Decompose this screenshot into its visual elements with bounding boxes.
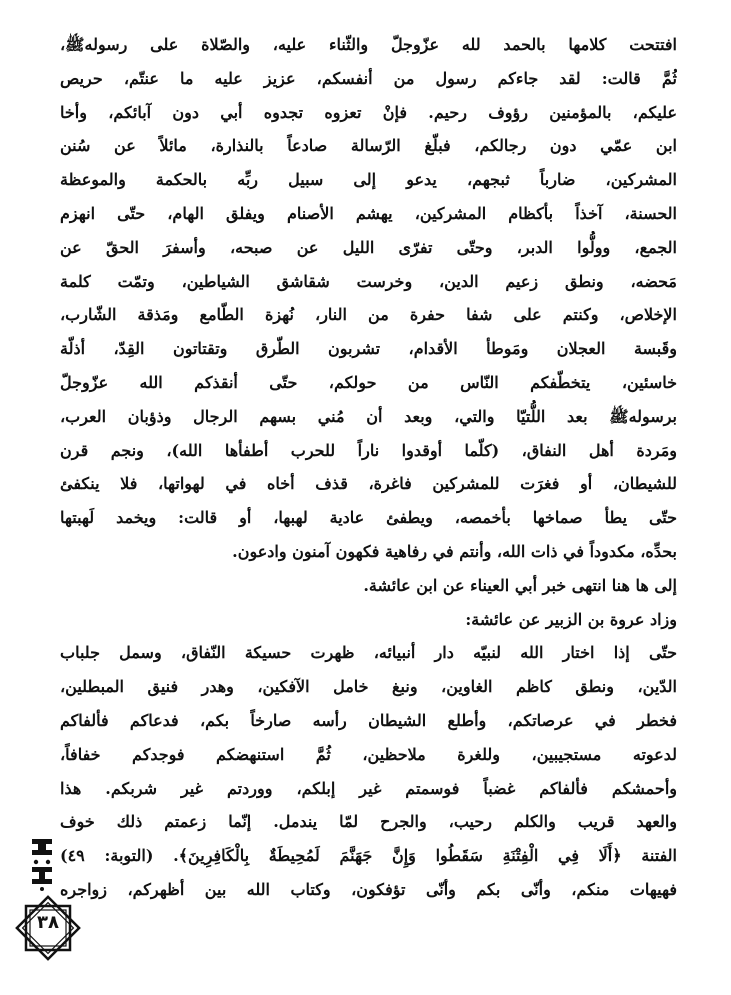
text-line: فهيهات منكم، وأنّى بكم وأنّى تؤفكون، وكتاب الله بين أظهركم، زواجره xyxy=(60,879,677,899)
text-line: حتّى إذا اختار الله لنبيّه دار أنبيائه، ظهرت حسيكة النّفاق، وسمل جلباب xyxy=(60,643,677,663)
text-line: ابن عمّي دون رجالكم، فبلّغ الرّسالة صادعاً بالنذارة، مائلاً عن سُنن xyxy=(60,136,677,156)
text-line: ثُمَّ قالت: لقد جاءكم رسول من أنفسكم، عزيز عليه ما عنتّم، حريص xyxy=(60,68,677,88)
text-line: الجمع، وولُّوا الدبر، وحتّى تفرّى الليل عن صبحه، وأسفرَ الحقّ عن xyxy=(60,237,677,257)
text-line: وأحمشكم فألفاكم غضباً فوسمتم غير إبلكم، ووردتم غير شربكم. هذا xyxy=(60,778,677,798)
text-line: ومَردة أهل النفاق، (كلّما أوقدوا ناراً للحرب أطفأها الله)، ونجم قرن xyxy=(60,440,677,460)
text-line: خاسئين، يتخطّفكم النّاس من حولكم، حتّى أنقذكم الله عزّوجلّ xyxy=(60,372,677,392)
text-line: إلى ها هنا انتهى خبر أبي العيناء عن ابن عائشة. xyxy=(363,575,677,595)
text-line: لدعوته مستجيبين، وللغرة ملاحظين، ثُمَّ استنهضكم فوجدكم خفافاً، xyxy=(60,744,677,764)
text-line: عليكم، بالمؤمنين رؤوف رحيم. فإنْ تعزوه تجدوه أبي دون آبائكم، وأخا xyxy=(60,102,677,122)
quran-verse-line: الفتنة ﴿أَلَا فِي الْفِتْنَةِ سَقَطُوا وَإِنَّ جَهَنَّمَ لَمُحِيطَةٌ بِالْكَافِرِينَ﴾. (التوبة: ٤٩) xyxy=(60,846,677,866)
text-line: والعهد قريب والكلم رحيب، والجرح لمّا يندمل. إنّما زعمتم ذلك خوف xyxy=(60,812,677,832)
chapter-ornament-icon xyxy=(26,833,58,893)
text-line: وزاد عروة بن الزبير عن عائشة: xyxy=(465,609,677,629)
text-line: الدّين، ونطق كاظم الغاوين، ونبغ خامل الآفكين، وهدر فنيق المبطلين، xyxy=(60,677,677,697)
text-line: حتّى يطأ صماخها بأخمصه، ويطفئ عادية لهبها، أو قالت: ويخمد لَهبتها xyxy=(60,508,677,528)
text-line: الإخلاص، وكنتم على شفا حفرة من النار، نُهزة الطّامع ومَذقة الشّارب، xyxy=(60,305,677,325)
page-number: ٣٨ xyxy=(37,912,59,933)
text-line: الحسنة، آخذاً بأكظام المشركين، يهشم الأصنام ويفلق الهام، حتّى انهزم xyxy=(60,203,677,223)
text-line: وقَبسة العجلان ومَوطأ الأقدام، تشربون الطّرق وتقتاتون القِدّ، أذلّة xyxy=(60,339,677,359)
text-line: افتتحت كلامها بالحمد لله عزّوجلّ والثّناء عليه، والصّلاة على رسولهﷺ، xyxy=(60,35,677,54)
text-line: فخطر في عرصاتكم، وأطلع الشيطان رأسه صارخاً بكم، فدعاكم فألفاكم xyxy=(60,710,677,730)
text-line: بحدِّه، مكدوداً في ذات الله، وأنتم في رفاهية فكهون آمنون وادعون. xyxy=(232,541,677,561)
page-body-text xyxy=(60,28,677,907)
text-line: برسولهﷺ بعد اللُّتيّا والتي، وبعد أن مُني بسهم الرجال وذؤبان العرب، xyxy=(60,406,677,426)
text-line: المشركين، ضارباً ثبجهم، يدعو إلى سبيل ربِّه بالحكمة والموعظة xyxy=(60,170,677,190)
text-line: للشيطان، أو فغرَت للمشركين فاغرة، قذف أخاه في لهواتها، فلا ينكفئ xyxy=(60,474,677,494)
text-line: مَحضه، ونطق زعيم الدين، وخرست شقاشق الشياطين، وتمّت كلمة xyxy=(60,271,677,291)
